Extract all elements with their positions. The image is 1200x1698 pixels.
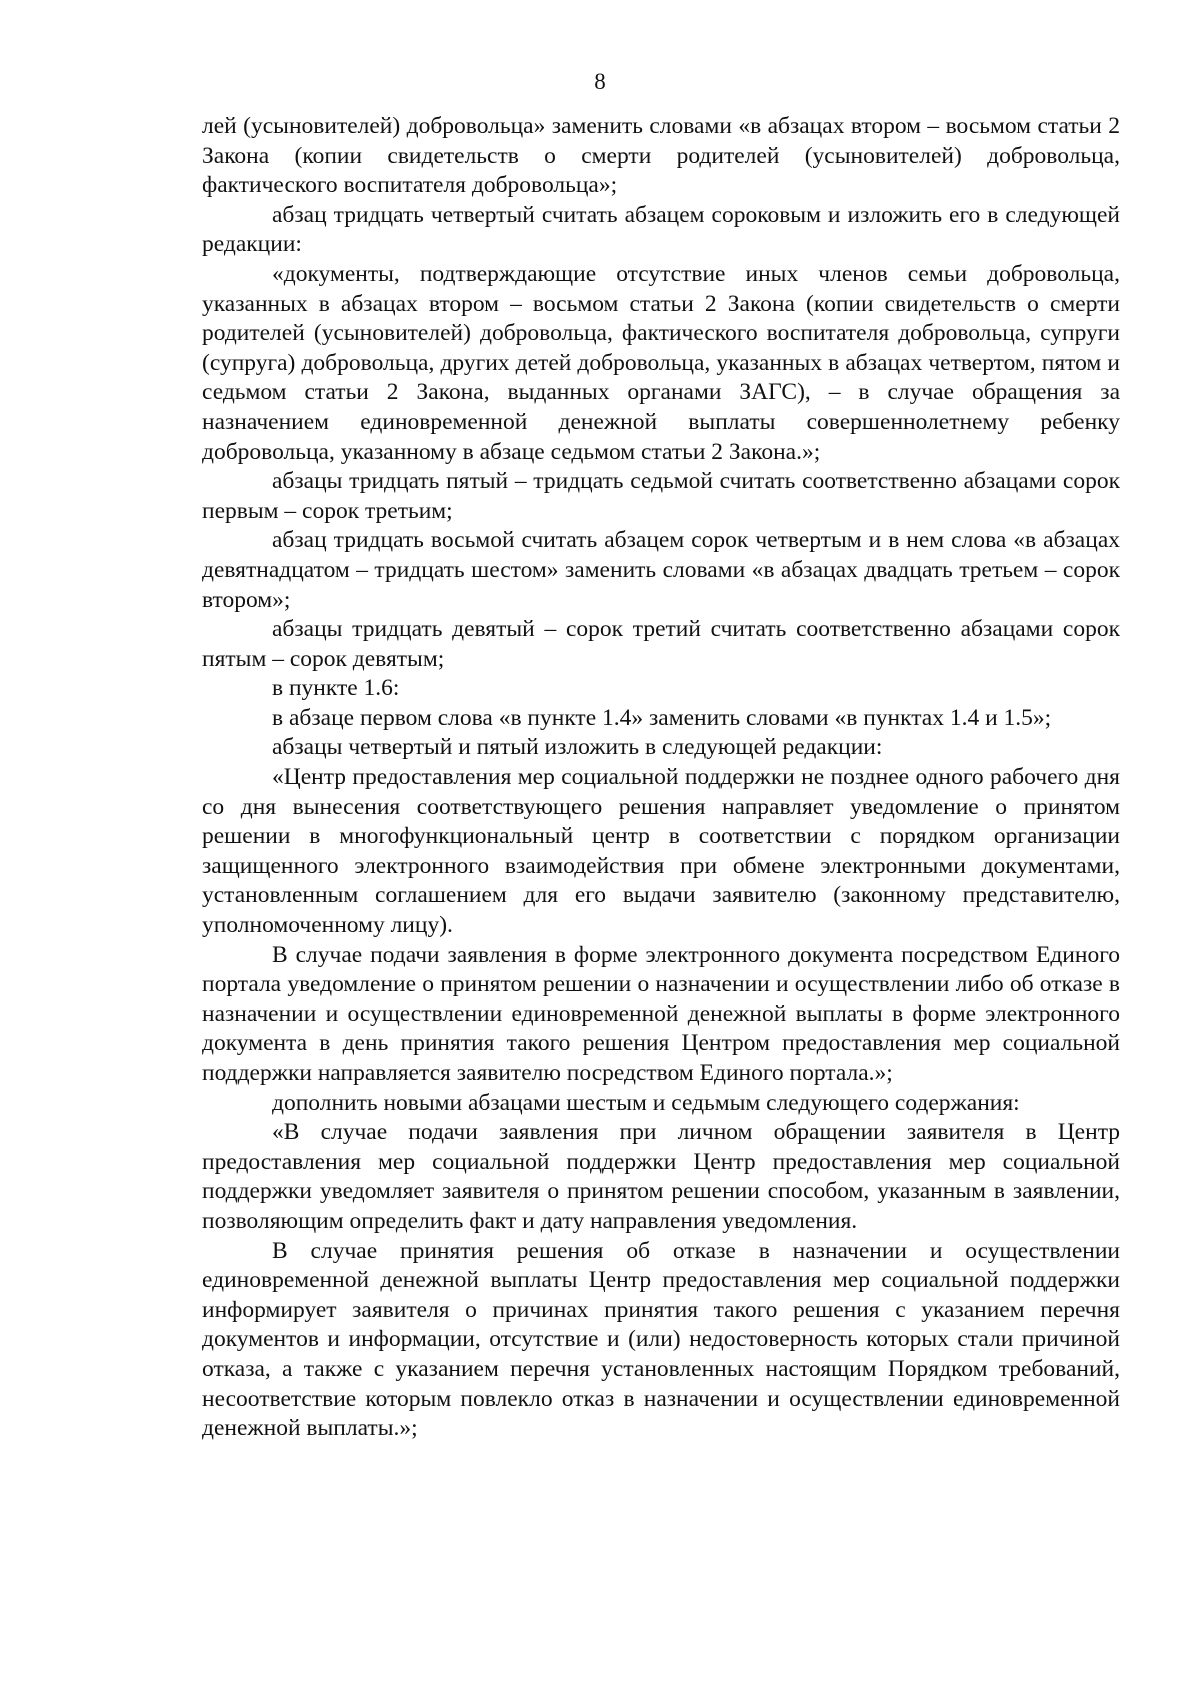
paragraph-8: в абзаце первом слова «в пункте 1.4» заменить словами «в пунктах 1.4 и 1.5»; <box>272 704 1052 731</box>
paragraph-7: в пункте 1.6: <box>272 675 400 702</box>
paragraph-3: «документы, подтверждающие отсутствие иных членов семьи добровольца, указанных в абзацах втором – восьмом статьи 2 Закона (копии свидетельств о смерти родителей (усыновителей) добровольца, фактического воспитателя добровольца, супруги (супруга) добровольца, других детей добровольца, указанных в абзацах четвертом, пятом и седьмом статьи 2 Закона, выданных органами ЗАГС), – в случае обращения за назначением единовременной денежной выплаты совершеннолетнему ребенку добровольца, указанному в абзаце седьмом статьи 2 Закона.»; <box>202 260 1120 465</box>
paragraph-14: В случае принятия решения об отказе в назначении и осуществлении единовременной денежной выплаты Центр предоставления мер социальной поддержки информирует заявителя о причинах принятия такого решения с указанием перечня документов и информации, отсутствие и (или) недостоверность которых стали причиной отказа, а также с указанием перечня установленных настоящим Порядком требований, несоответствие которым повлекло отказ в назначении и осуществлении единовременной денежной выплаты.»; <box>202 1237 1120 1442</box>
paragraph-4: абзацы тридцать пятый – тридцать седьмой считать соответственно абзацами сорок первым – сорок третьим; <box>202 468 1120 524</box>
paragraph-10: «Центр предоставления мер социальной поддержки не позднее одного рабочего дня со дня вынесения соответствующего решения направляет уведомление о принятом решении в многофункциональный центр в соответствии с порядком организации защищенного электронного взаимодействия при обмене электронными документами, установленным соглашением для его выдачи заявителю (законному представителю, уполномоченному лицу). <box>202 764 1120 939</box>
page-number: 8 <box>594 69 606 94</box>
paragraph-6: абзацы тридцать девятый – сорок третий считать соответственно абзацами сорок пятым – сорок девятым; <box>202 616 1120 672</box>
paragraph-2: абзац тридцать четвертый считать абзацем сороковым и изложить его в следующей редакции: <box>202 201 1120 258</box>
paragraph-5: абзац тридцать восьмой считать абзацем сорок четвертым и в нем слова «в абзацах девятнадцатом – тридцать шестом» заменить словами «в абзацах двадцать третьем – сорок втором»; <box>202 527 1120 613</box>
paragraph-11: В случае подачи заявления в форме электронного документа посредством Единого портала уведомление о принятом решении о назначении и осуществлении либо об отказе в назначении и осуществлении единовременной денежной выплаты в форме электронного документа в день принятия такого решения Центром предоставления мер социальной поддержки направляется заявителю посредством Единого портала.»; <box>202 941 1120 1086</box>
paragraph-1: лей (усыновителей) добровольца» заменить словами «в абзацах втором – восьмом статьи 2 Закона (копии свидетельств о смерти родителей (усыновителей) добровольца, фактического воспитателя добровольца»; <box>202 113 1120 199</box>
paragraph-12: дополнить новыми абзацами шестым и седьмым следующего содержания: <box>272 1089 1020 1116</box>
paragraph-9: абзацы четвертый и пятый изложить в следующей редакции: <box>272 734 883 761</box>
paragraph-13: «В случае подачи заявления при личном обращении заявителя в Центр предоставления мер социальной поддержки Центр предоставления мер социальной поддержки уведомляет заявителя о принятом решении способом, указанным в заявлении, позволяющим определить факт и дату направления уведомления. <box>202 1119 1120 1234</box>
document-body <box>202 112 1120 1444</box>
